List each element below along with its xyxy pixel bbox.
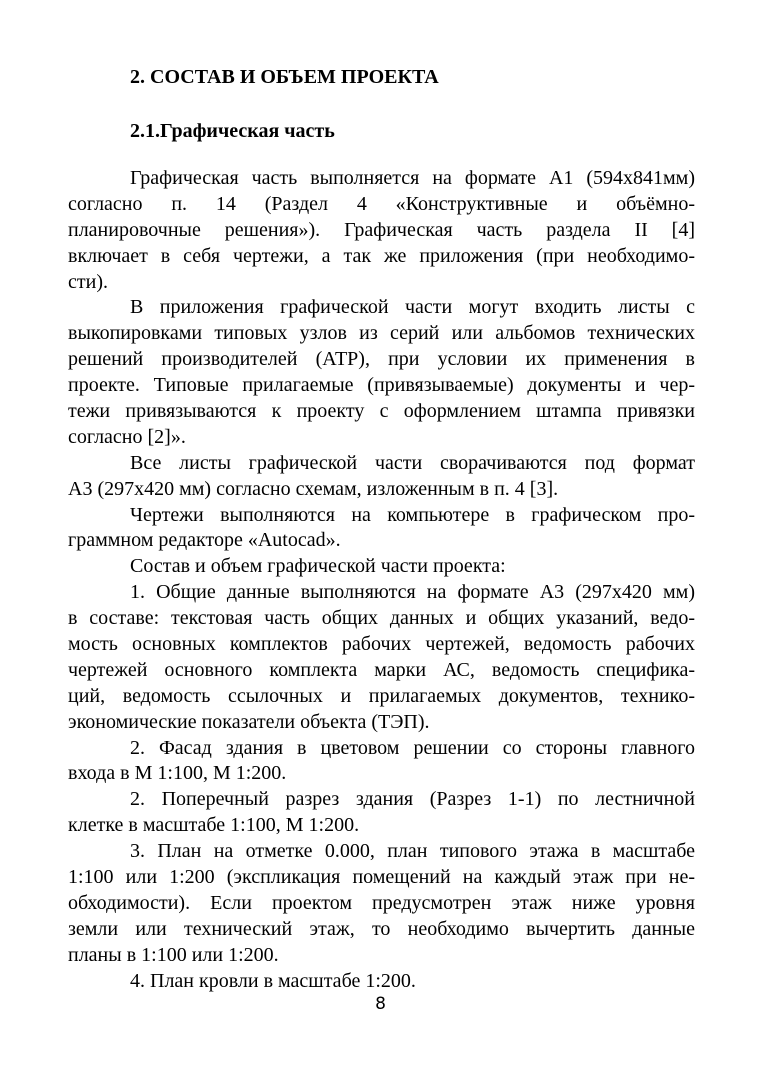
text-line: Все листы графической части сворачиваются под формат (130, 451, 695, 474)
text-line: мость основных комплектов рабочих чертежей, ведомость рабочих (68, 633, 695, 656)
text-line: тежи привязываются к проекту с оформлением штампа привязки (68, 400, 695, 423)
text-line: проекте. Типовые прилагаемые (привязываемые) документы и чер- (68, 374, 695, 397)
text-line: экономические показатели объекта (ТЭП). (68, 710, 430, 733)
text-line: сти). (68, 270, 108, 293)
text-line: решений производителей (АТР), при условии их применения в (68, 348, 695, 371)
text-line: согласно п. 14 (Раздел 4 «Конструктивные и объёмно- (68, 192, 695, 215)
text-line: ций, ведомость ссылочных и прилагаемых документов, технико- (68, 684, 695, 707)
text-line: В приложения графической части могут входить листы с (130, 296, 695, 319)
text-line: Графическая часть выполняется на формате А1 (594х841мм) (130, 167, 695, 189)
text-line: земли или технический этаж, то необходимо вычертить данные (68, 917, 695, 940)
page-number: 8 (375, 994, 386, 1014)
text-line: Чертежи выполняются на компьютере в графическом про- (130, 503, 695, 526)
subsection-heading: 2.1.Графическая часть (130, 120, 335, 142)
text-line: граммном редакторе «Autocad». (68, 529, 341, 552)
text-line: клетке в масштабе 1:100, М 1:200. (68, 814, 360, 837)
text-line: 3. План на отметке 0.000, план типового этажа в масштабе (130, 840, 695, 863)
text-line: входа в М 1:100, М 1:200. (68, 762, 287, 785)
text-line: включает в себя чертежи, а так же приложения (при необходимо- (68, 244, 695, 267)
text-line: согласно [2]». (68, 425, 186, 448)
text-line: 4. План кровли в масштабе 1:200. (130, 969, 416, 992)
body-text (68, 166, 695, 995)
text-line: в составе: текстовая часть общих данных и общих указаний, ведо- (68, 607, 695, 630)
text-line: обходимости). Если проектом предусмотрен этаж ниже уровня (68, 891, 695, 914)
text-line: 2. Поперечный разрез здания (Разрез 1-1) по лестничной (130, 788, 695, 811)
text-line: планы в 1:100 или 1:200. (68, 943, 279, 966)
text-line: планировочные решения»). Графическая часть раздела II [4] (68, 218, 695, 241)
text-line: выкопировками типовых узлов из серий или альбомов технических (68, 322, 695, 345)
text-line: 2. Фасад здания в цветовом решении со стороны главного (130, 736, 695, 759)
text-line: чертежей основного комплекта марки АС, ведомость специфика- (68, 658, 695, 681)
text-line: А3 (297х420 мм) согласно схемам, изложенным в п. 4 [3]. (68, 477, 559, 500)
section-heading: 2. СОСТАВ И ОБЪЕМ ПРОЕКТА (130, 66, 439, 88)
text-line: Состав и объем графической части проекта: (130, 555, 506, 578)
text-line: 1:100 или 1:200 (экспликация помещений на каждый этаж при не- (68, 866, 695, 889)
text-line: 1. Общие данные выполняются на формате А3 (297х420 мм) (130, 581, 695, 604)
